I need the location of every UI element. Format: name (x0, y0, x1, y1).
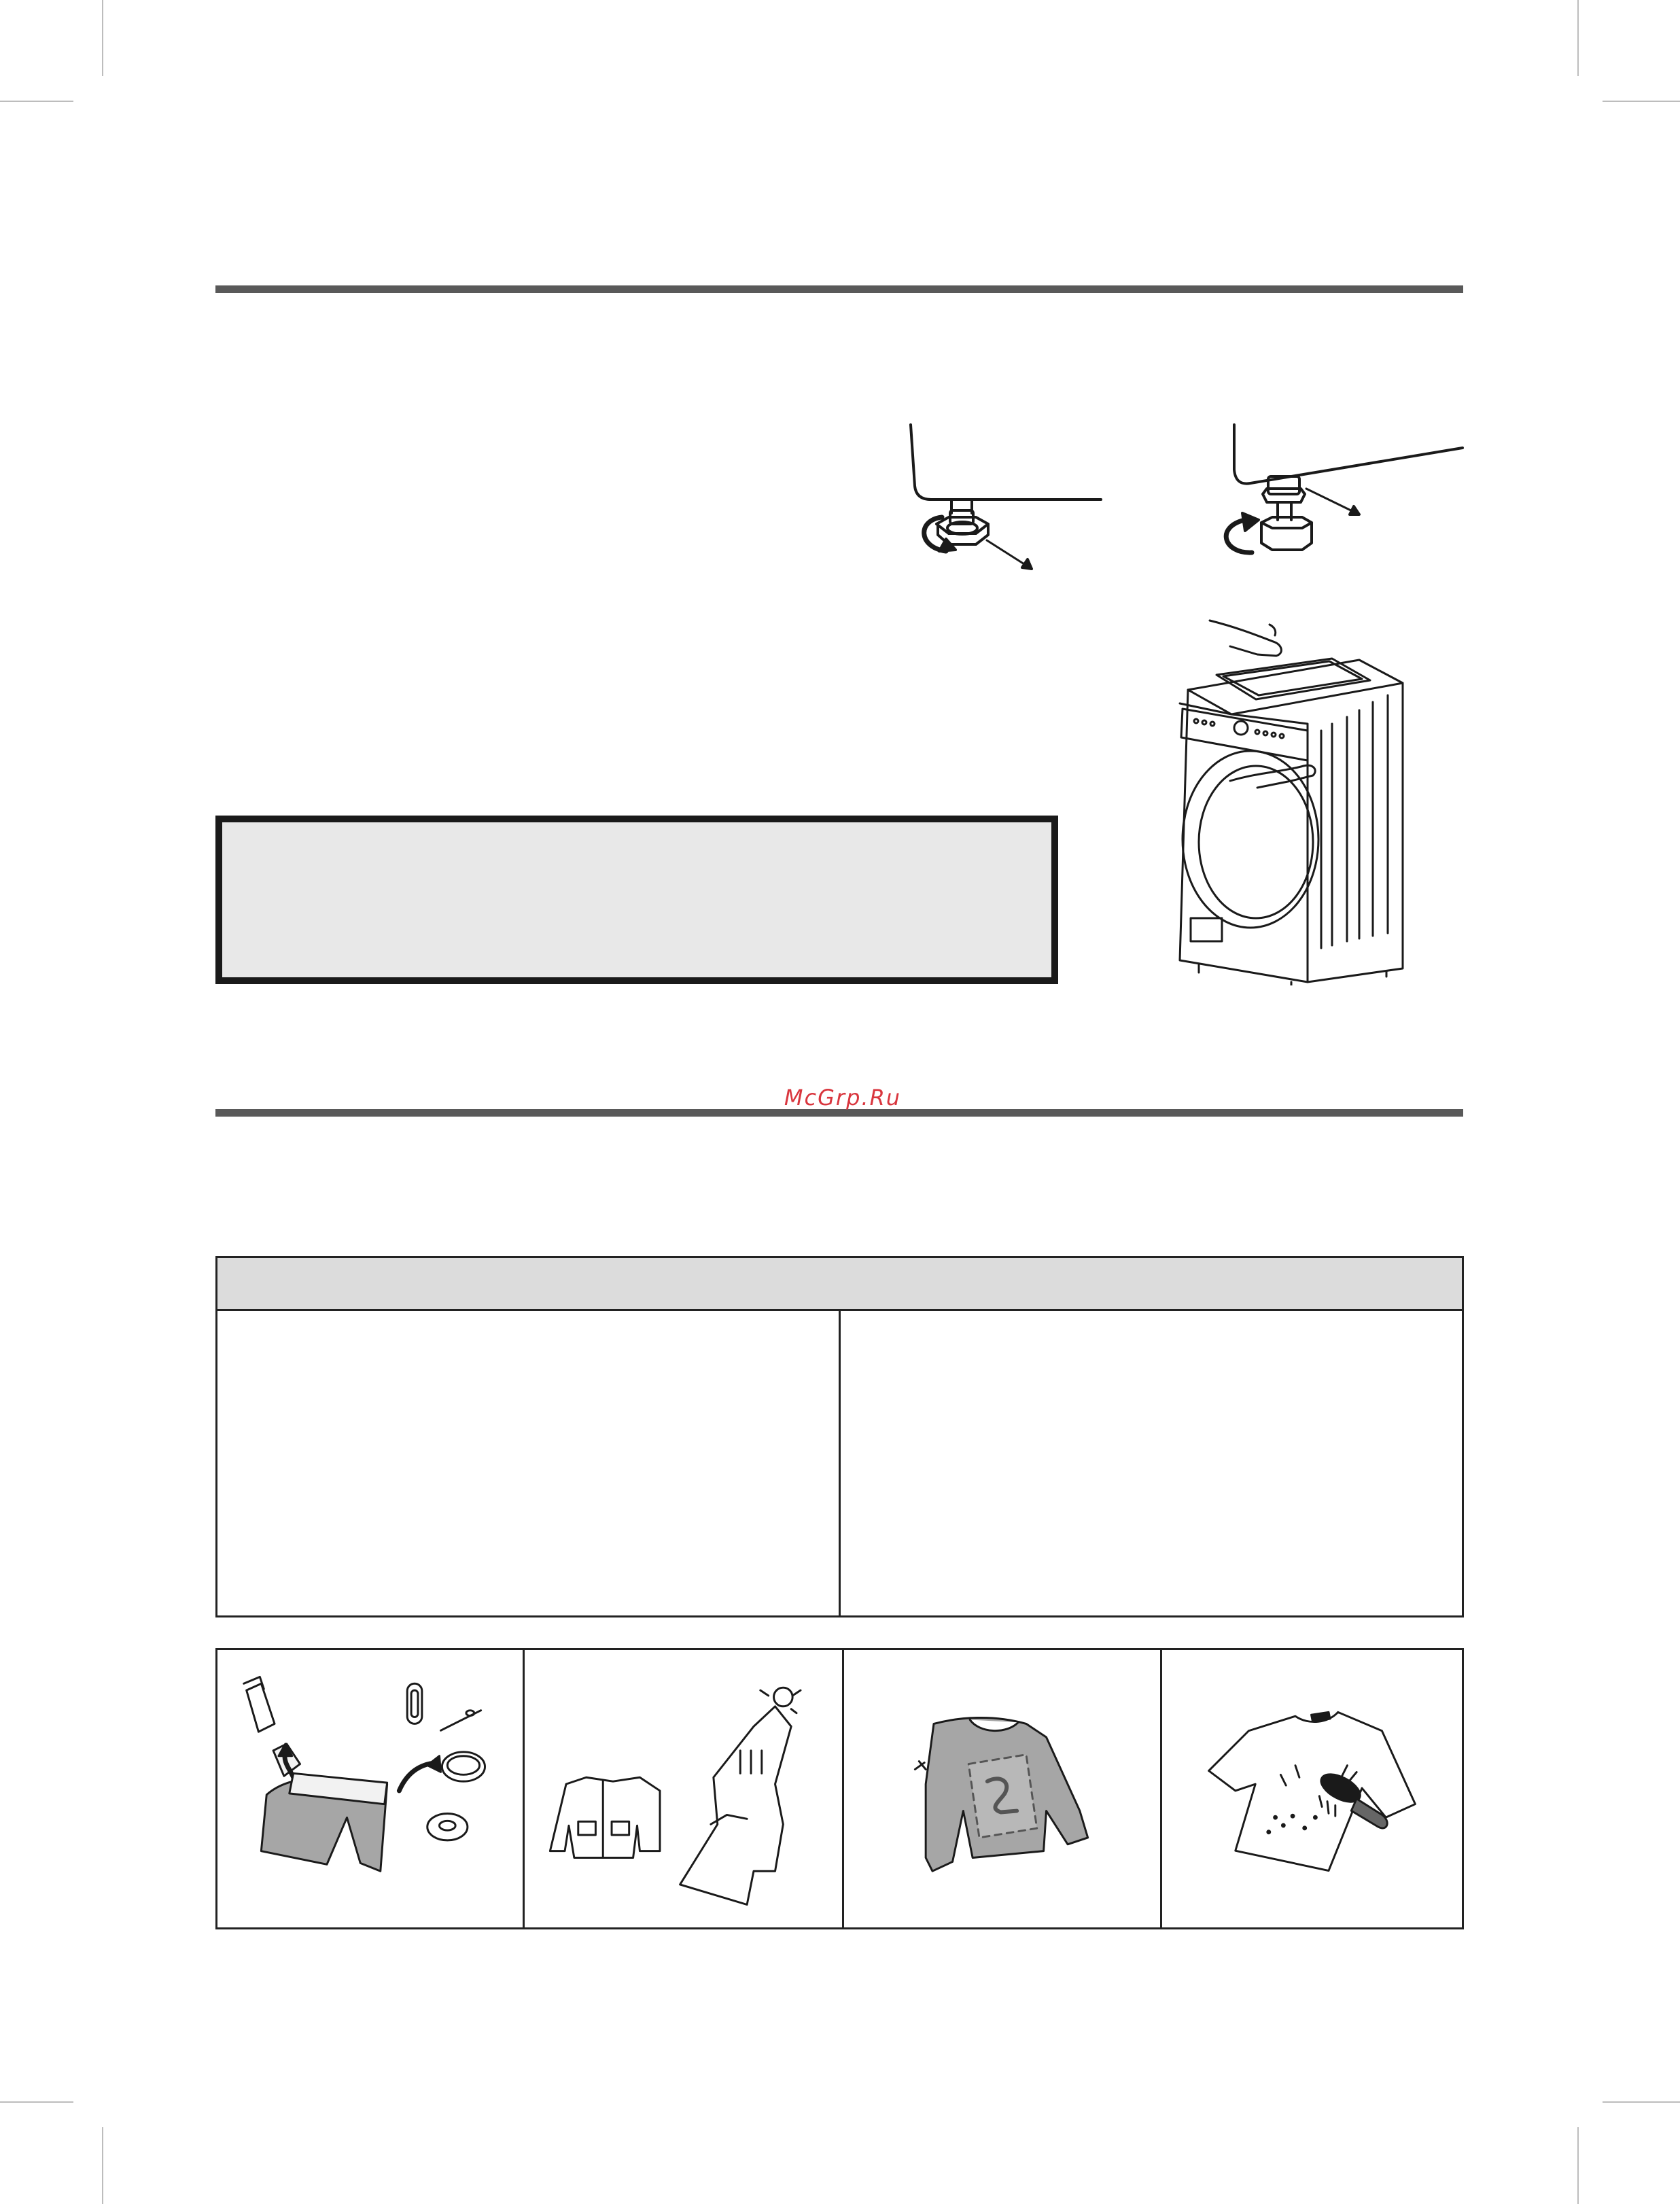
crop-mark (0, 2101, 73, 2103)
watermark: McGrp.Ru (784, 1085, 902, 1110)
crop-mark (102, 2127, 103, 2204)
crop-mark (1603, 101, 1680, 102)
notice-box (215, 816, 1058, 984)
brush-off-dirt-icon (1162, 1650, 1462, 1927)
tip-cell (523, 1650, 842, 1927)
close-zippers-hooks-icon (525, 1650, 842, 1927)
crop-mark (1603, 2101, 1680, 2103)
leveling-foot-adjust-icon (1196, 418, 1468, 574)
section-rule-top (215, 285, 1463, 293)
tip-cell (1160, 1650, 1462, 1927)
crop-mark (1577, 2127, 1579, 2204)
crop-mark (1577, 0, 1579, 76)
leveling-foot-loosen-icon (897, 418, 1115, 574)
turn-inside-out-icon (844, 1650, 1160, 1927)
washer-rocking-check-icon (1155, 615, 1461, 985)
empty-pockets-icon (217, 1650, 523, 1927)
crop-mark (102, 0, 103, 76)
preparation-tips (215, 1648, 1464, 1929)
crop-mark (0, 101, 73, 102)
table-divider (839, 1311, 841, 1615)
laundry-sorting-table (215, 1256, 1464, 1617)
table-header (217, 1258, 1462, 1311)
tip-cell (217, 1650, 523, 1927)
tip-cell (842, 1650, 1160, 1927)
